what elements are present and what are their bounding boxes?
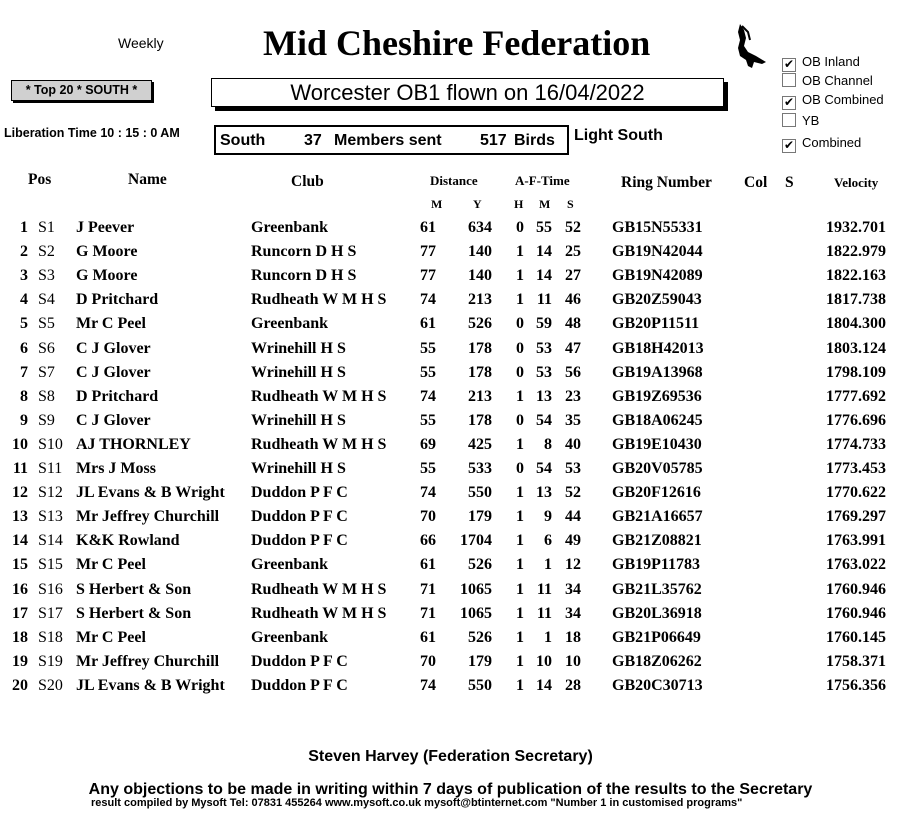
row-velocity: 1776.696 xyxy=(826,411,886,429)
row-section: S14 xyxy=(38,532,63,550)
row-name: JL Evans & B Wright xyxy=(76,676,225,694)
row-ring: GB19Z69536 xyxy=(612,387,702,405)
row-velocity: 1756.356 xyxy=(826,676,886,694)
col-velocity: Velocity xyxy=(834,175,879,190)
table-row xyxy=(0,508,901,532)
row-club: Rudheath W M H S xyxy=(251,291,387,309)
table-row xyxy=(0,484,901,508)
table-row xyxy=(0,436,901,460)
checkbox-empty-icon[interactable] xyxy=(782,113,796,127)
row-yards: 140 xyxy=(468,267,492,285)
row-hours: 0 xyxy=(516,315,524,333)
col-name: Name xyxy=(128,171,167,188)
row-velocity: 1763.991 xyxy=(826,532,886,550)
row-section: S20 xyxy=(38,676,63,694)
row-name: Mr Jeffrey Churchill xyxy=(76,508,220,526)
row-name: G Moore xyxy=(76,243,138,261)
table-row xyxy=(0,267,901,291)
table-row xyxy=(0,605,901,629)
row-hours: 1 xyxy=(516,508,524,526)
col-time-s: S xyxy=(567,197,574,211)
row-hours: 1 xyxy=(516,652,524,670)
col-distance-m: M xyxy=(431,197,443,211)
option-ob-combined[interactable] xyxy=(782,92,884,110)
row-minutes: 53 xyxy=(536,363,552,381)
row-velocity: 1817.738 xyxy=(826,291,886,309)
row-section: S2 xyxy=(38,243,55,261)
row-minutes: 8 xyxy=(544,435,552,453)
row-seconds: 48 xyxy=(565,315,581,333)
row-pos: 10 xyxy=(12,435,28,453)
row-pos: 9 xyxy=(20,411,28,429)
pigeon-logo-icon xyxy=(734,22,768,70)
row-velocity: 1804.300 xyxy=(826,315,886,333)
option-yb[interactable] xyxy=(782,113,819,128)
row-hours: 1 xyxy=(516,435,524,453)
row-minutes: 13 xyxy=(536,484,552,502)
row-yards: 634 xyxy=(468,219,492,236)
row-club: Duddon P F C xyxy=(251,652,348,670)
row-velocity: 1932.701 xyxy=(826,219,886,236)
row-ring: GB21L35762 xyxy=(612,580,702,598)
checkbox-checked-icon[interactable]: ✔ xyxy=(783,138,795,152)
row-name: D Pritchard xyxy=(76,387,159,405)
row-velocity: 1763.022 xyxy=(826,556,886,574)
row-velocity: 1769.297 xyxy=(826,508,886,526)
row-ring: GB18H42013 xyxy=(612,339,704,357)
page-title: Mid Cheshire Federation xyxy=(263,23,651,63)
row-name: C J Glover xyxy=(76,339,151,357)
row-velocity: 1760.946 xyxy=(826,604,886,622)
row-hours: 1 xyxy=(516,556,524,574)
section-summary-box xyxy=(214,125,569,155)
table-row xyxy=(0,412,901,436)
col-club: Club xyxy=(291,173,324,190)
row-section: S17 xyxy=(38,604,63,622)
row-hours: 0 xyxy=(516,460,524,477)
row-miles: 55 xyxy=(420,411,436,429)
row-ring: GB21Z08821 xyxy=(612,532,702,550)
row-miles: 74 xyxy=(420,291,436,309)
row-velocity: 1803.124 xyxy=(826,339,886,357)
row-seconds: 28 xyxy=(565,676,581,694)
row-pos: 19 xyxy=(12,652,28,670)
row-ring: GB19A13968 xyxy=(612,363,703,381)
col-time-m: M xyxy=(539,197,551,211)
row-ring: GB18A06245 xyxy=(612,411,703,429)
row-seconds: 10 xyxy=(565,652,581,670)
row-ring: GB20F12616 xyxy=(612,484,701,502)
row-club: Runcorn D H S xyxy=(251,243,357,261)
row-hours: 1 xyxy=(516,267,524,285)
row-pos: 15 xyxy=(12,556,28,574)
row-velocity: 1774.733 xyxy=(826,435,886,453)
table-row xyxy=(0,556,901,580)
birds-count: 517 xyxy=(480,132,507,149)
row-name: C J Glover xyxy=(76,411,151,429)
row-club: Wrinehill H S xyxy=(251,363,346,381)
option-label: Combined xyxy=(802,135,862,150)
option-label: YB xyxy=(802,113,820,128)
row-yards: 178 xyxy=(468,411,492,429)
liberation-time: Liberation Time 10 : 15 : 0 AM xyxy=(4,126,180,140)
row-ring: GB21A16657 xyxy=(612,508,703,526)
row-name: S Herbert & Son xyxy=(76,604,192,622)
col-distance: Distance xyxy=(430,173,478,188)
row-miles: 70 xyxy=(420,508,436,526)
row-section: S3 xyxy=(38,267,55,285)
table-row xyxy=(0,532,901,556)
col-pos: Pos xyxy=(28,171,52,188)
table-row xyxy=(0,677,901,701)
row-name: Mr Jeffrey Churchill xyxy=(76,652,220,670)
row-minutes: 55 xyxy=(536,219,552,236)
table-row xyxy=(0,243,901,267)
row-hours: 1 xyxy=(516,676,524,694)
row-velocity: 1798.109 xyxy=(826,363,886,381)
row-minutes: 14 xyxy=(536,267,552,285)
row-miles: 55 xyxy=(420,363,436,381)
row-yards: 213 xyxy=(468,291,492,309)
col-distance-y: Y xyxy=(473,197,482,211)
row-minutes: 11 xyxy=(536,291,552,309)
row-hours: 1 xyxy=(516,580,524,598)
row-velocity: 1760.145 xyxy=(826,628,886,646)
row-seconds: 52 xyxy=(565,219,581,236)
option-ob-inland[interactable] xyxy=(782,54,860,72)
row-yards: 1065 xyxy=(460,604,492,622)
row-minutes: 6 xyxy=(544,532,552,550)
row-name: G Moore xyxy=(76,267,138,285)
col-aftime: A-F-Time xyxy=(515,173,570,188)
row-ring: GB18Z06262 xyxy=(612,652,702,670)
row-pos: 2 xyxy=(20,243,28,261)
row-hours: 0 xyxy=(516,363,524,381)
row-yards: 526 xyxy=(468,628,492,646)
row-pos: 16 xyxy=(12,580,28,598)
row-seconds: 52 xyxy=(565,484,581,502)
option-combined[interactable] xyxy=(782,135,861,153)
row-name: S Herbert & Son xyxy=(76,580,192,598)
row-club: Duddon P F C xyxy=(251,508,348,526)
row-club: Greenbank xyxy=(251,219,329,236)
row-miles: 61 xyxy=(420,556,436,574)
row-section: S15 xyxy=(38,556,63,574)
row-club: Wrinehill H S xyxy=(251,411,346,429)
row-club: Wrinehill H S xyxy=(251,460,346,477)
row-minutes: 54 xyxy=(536,411,552,429)
table-row xyxy=(0,291,901,315)
row-section: S6 xyxy=(38,339,55,357)
option-label: OB Combined xyxy=(802,92,884,107)
row-club: Rudheath W M H S xyxy=(251,604,387,622)
row-name: J Peever xyxy=(76,219,135,236)
row-ring: GB19N42089 xyxy=(612,267,703,285)
row-velocity: 1773.453 xyxy=(826,460,886,477)
row-name: Mr C Peel xyxy=(76,628,146,646)
row-club: Runcorn D H S xyxy=(251,267,357,285)
table-row xyxy=(0,315,901,339)
row-section: S5 xyxy=(38,315,55,333)
row-name: Mrs J Moss xyxy=(76,460,156,477)
row-hours: 1 xyxy=(516,604,524,622)
row-yards: 533 xyxy=(468,460,492,477)
row-yards: 550 xyxy=(468,676,492,694)
section-name: South xyxy=(220,132,266,149)
row-seconds: 40 xyxy=(565,435,581,453)
row-pos: 7 xyxy=(20,363,28,381)
row-velocity: 1758.371 xyxy=(826,652,886,670)
row-section: S16 xyxy=(38,580,63,598)
row-miles: 66 xyxy=(420,532,436,550)
row-seconds: 44 xyxy=(565,508,581,526)
row-miles: 71 xyxy=(420,580,436,598)
row-section: S1 xyxy=(38,219,55,236)
row-yards: 213 xyxy=(468,387,492,405)
row-pos: 6 xyxy=(20,339,28,357)
row-yards: 1704 xyxy=(460,532,492,550)
row-seconds: 12 xyxy=(565,556,581,574)
row-hours: 1 xyxy=(516,532,524,550)
objections-notice: Any objections to be made in writing within 7 days of publication of the results to the Secretary xyxy=(88,781,813,798)
row-miles: 69 xyxy=(420,435,436,453)
row-hours: 1 xyxy=(516,484,524,502)
compiled-by-line: result compiled by Mysoft Tel: 07831 455264 www.mysoft.co.uk mysoft@btinternet.com "Number 1 in customised programs" xyxy=(91,797,743,809)
row-miles: 55 xyxy=(420,339,436,357)
row-club: Rudheath W M H S xyxy=(251,580,387,598)
secretary-line: Steven Harvey (Federation Secretary) xyxy=(308,748,593,765)
row-ring: GB20C30713 xyxy=(612,676,703,694)
row-miles: 55 xyxy=(420,460,436,477)
row-yards: 178 xyxy=(468,339,492,357)
row-pos: 18 xyxy=(12,628,28,646)
race-title-box: Worcester OB1 flown on 16/04/2022 xyxy=(211,78,724,107)
row-name: Mr C Peel xyxy=(76,315,146,333)
row-seconds: 27 xyxy=(565,267,581,285)
row-club: Duddon P F C xyxy=(251,484,348,502)
row-velocity: 1822.979 xyxy=(826,243,886,261)
row-hours: 0 xyxy=(516,411,524,429)
row-minutes: 14 xyxy=(536,243,552,261)
row-name: C J Glover xyxy=(76,363,151,381)
row-pos: 1 xyxy=(20,219,28,236)
row-seconds: 46 xyxy=(565,291,581,309)
option-ob-channel[interactable] xyxy=(782,73,873,88)
row-yards: 178 xyxy=(468,363,492,381)
table-row xyxy=(0,364,901,388)
col-ring: Ring Number xyxy=(621,174,712,191)
row-club: Duddon P F C xyxy=(251,676,348,694)
row-minutes: 1 xyxy=(544,628,552,646)
row-pos: 14 xyxy=(12,532,28,550)
row-velocity: 1760.946 xyxy=(826,580,886,598)
row-velocity: 1770.622 xyxy=(826,484,886,502)
row-yards: 425 xyxy=(468,435,492,453)
row-pos: 8 xyxy=(20,387,28,405)
row-pos: 3 xyxy=(20,267,28,285)
row-minutes: 54 xyxy=(536,460,552,477)
row-section: S19 xyxy=(38,652,63,670)
row-miles: 74 xyxy=(420,387,436,405)
row-miles: 74 xyxy=(420,484,436,502)
row-hours: 1 xyxy=(516,291,524,309)
row-ring: GB19P11783 xyxy=(612,556,701,574)
members-count: 37 xyxy=(304,132,322,149)
row-seconds: 56 xyxy=(565,363,581,381)
row-ring: GB20Z59043 xyxy=(612,291,702,309)
row-seconds: 34 xyxy=(565,604,581,622)
row-seconds: 34 xyxy=(565,580,581,598)
table-row xyxy=(0,653,901,677)
row-seconds: 35 xyxy=(565,411,581,429)
row-seconds: 25 xyxy=(565,243,581,261)
table-row xyxy=(0,581,901,605)
row-pos: 20 xyxy=(12,676,28,694)
row-club: Duddon P F C xyxy=(251,532,348,550)
row-ring: GB19E10430 xyxy=(612,435,702,453)
row-club: Rudheath W M H S xyxy=(251,387,387,405)
row-miles: 77 xyxy=(420,267,436,285)
table-row xyxy=(0,219,901,243)
row-name: AJ THORNLEY xyxy=(76,435,191,453)
row-name: K&K Rowland xyxy=(76,532,180,550)
option-label: OB Inland xyxy=(802,54,860,69)
row-miles: 70 xyxy=(420,652,436,670)
row-name: D Pritchard xyxy=(76,291,159,309)
row-miles: 61 xyxy=(420,219,436,236)
row-pos: 13 xyxy=(12,508,28,526)
row-miles: 71 xyxy=(420,604,436,622)
option-label: OB Channel xyxy=(802,73,873,88)
row-pos: 12 xyxy=(12,484,28,502)
weekly-label: Weekly xyxy=(118,35,164,51)
row-minutes: 13 xyxy=(536,387,552,405)
row-yards: 526 xyxy=(468,315,492,333)
row-minutes: 9 xyxy=(544,508,552,526)
row-yards: 179 xyxy=(468,652,492,670)
row-yards: 1065 xyxy=(460,580,492,598)
row-velocity: 1822.163 xyxy=(826,267,886,285)
row-miles: 61 xyxy=(420,315,436,333)
row-section: S10 xyxy=(38,435,63,453)
row-yards: 140 xyxy=(468,243,492,261)
row-section: S9 xyxy=(38,411,55,429)
row-seconds: 23 xyxy=(565,387,581,405)
row-hours: 1 xyxy=(516,243,524,261)
row-ring: GB20V05785 xyxy=(612,460,703,477)
checkbox-checked-icon[interactable]: ✔ xyxy=(783,95,795,109)
row-pos: 5 xyxy=(20,315,28,333)
row-section: S18 xyxy=(38,628,63,646)
table-row xyxy=(0,629,901,653)
row-seconds: 18 xyxy=(565,628,581,646)
row-pos: 11 xyxy=(12,460,28,477)
row-section: S7 xyxy=(38,363,55,381)
row-seconds: 49 xyxy=(565,532,581,550)
row-name: JL Evans & B Wright xyxy=(76,484,225,502)
row-name: Mr C Peel xyxy=(76,556,146,574)
row-pos: 4 xyxy=(20,291,28,309)
row-miles: 74 xyxy=(420,676,436,694)
row-ring: GB20L36918 xyxy=(612,604,702,622)
row-miles: 61 xyxy=(420,628,436,646)
row-minutes: 10 xyxy=(536,652,552,670)
row-section: S8 xyxy=(38,387,55,405)
row-pos: 17 xyxy=(12,604,28,622)
table-row xyxy=(0,460,901,484)
col-sex: S xyxy=(785,174,794,191)
row-seconds: 53 xyxy=(565,460,581,477)
checkbox-empty-icon[interactable] xyxy=(782,73,796,87)
col-time-h: H xyxy=(514,197,524,211)
row-club: Rudheath W M H S xyxy=(251,435,387,453)
row-hours: 0 xyxy=(516,219,524,236)
row-ring: GB20P11511 xyxy=(612,315,700,333)
table-row xyxy=(0,340,901,364)
row-velocity: 1777.692 xyxy=(826,387,886,405)
row-minutes: 11 xyxy=(536,580,552,598)
checkbox-checked-icon[interactable]: ✔ xyxy=(783,57,795,71)
row-ring: GB21P06649 xyxy=(612,628,701,646)
row-section: S4 xyxy=(38,291,55,309)
table-row xyxy=(0,388,901,412)
row-yards: 526 xyxy=(468,556,492,574)
row-section: S11 xyxy=(38,460,63,477)
light-label: Light South xyxy=(574,127,663,144)
row-club: Greenbank xyxy=(251,628,329,646)
row-minutes: 14 xyxy=(536,676,552,694)
row-ring: GB15N55331 xyxy=(612,219,703,236)
row-hours: 1 xyxy=(516,387,524,405)
row-minutes: 53 xyxy=(536,339,552,357)
row-minutes: 11 xyxy=(536,604,552,622)
row-club: Greenbank xyxy=(251,315,329,333)
row-minutes: 1 xyxy=(544,556,552,574)
row-seconds: 47 xyxy=(565,339,581,357)
birds-label: Birds xyxy=(514,132,555,149)
row-yards: 550 xyxy=(468,484,492,502)
row-minutes: 59 xyxy=(536,315,552,333)
row-club: Wrinehill H S xyxy=(251,339,346,357)
members-label: Members sent xyxy=(334,132,442,149)
row-hours: 1 xyxy=(516,628,524,646)
row-section: S12 xyxy=(38,484,63,502)
row-yards: 179 xyxy=(468,508,492,526)
row-section: S13 xyxy=(38,508,63,526)
row-club: Greenbank xyxy=(251,556,329,574)
section-badge: * Top 20 * SOUTH * xyxy=(11,80,152,101)
col-col: Col xyxy=(744,174,768,191)
row-hours: 0 xyxy=(516,339,524,357)
row-miles: 77 xyxy=(420,243,436,261)
row-ring: GB19N42044 xyxy=(612,243,703,261)
